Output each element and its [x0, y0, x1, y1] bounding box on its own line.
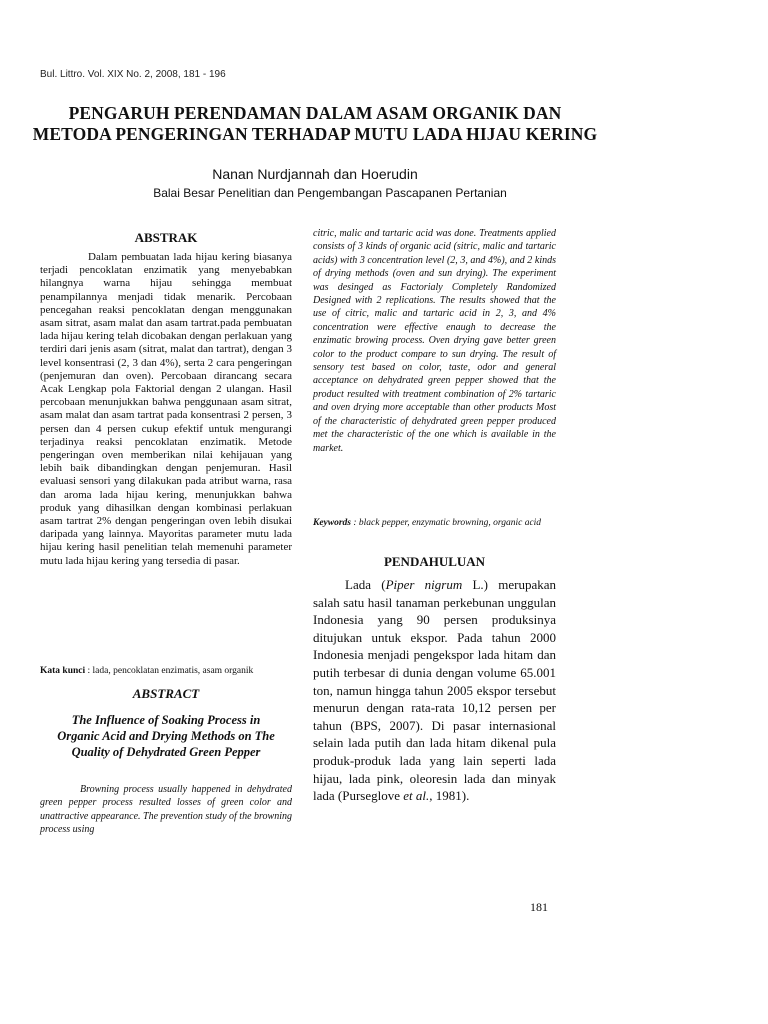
keywords-label: Keywords [313, 518, 351, 528]
keywords-text: : black pepper, enzymatic browning, organic acid [351, 518, 542, 528]
intro-body [313, 576, 556, 805]
kata-kunci-text: : lada, pencoklatan enzimatis, asam organik [85, 666, 254, 676]
abstract-body-left [40, 783, 292, 837]
affiliation: Balai Besar Penelitian dan Pengembangan Pascapanen Pertanian [153, 186, 507, 200]
abstract-heading: ABSTRACT [132, 686, 200, 701]
intro-paragraph [313, 576, 556, 805]
intro-text-after: L.) merupakan salah satu hasil tanaman perkebunan unggulan Indonesia yang 90 persen produksinya ditujukan untuk ekspor. Pada tahun 2000 Indonesia menjadi pengekspor lada hitam dan putih terbesar di dunia dengan volume 65.001 ton, namun hingga tahun 2005 ekspor tersebut menurun dengan rata-rata 10,12 persen per tahun (BPS, 2007). Di pasar internasional selain lada putih dan lada hitam dikenal pula produk-produk lada yang lain seperti lada hijau, lada pink, oleoresin lada dan minyak lada (Purseglove [313, 577, 556, 804]
keywords [313, 517, 556, 529]
page-number: 181 [530, 900, 548, 914]
abstract-body-right: citric, malic and tartaric acid was done. Treatments applied consists of 3 kinds of organic acid (sitric, malic and tartaric acids) with 3 concentration level (2, 3, and 4%), and 2 kinds of drying methods (oven and sun drying). The experiment was desinged as Factorialy Completely Randomized Designed with 2 replications. The results showed that the use of citric, malic and tartaric acid in 2, 3, and 4% concentration were effective enaugh to decrease the enzimatic browing process. Oven drying gave better green color to the product compare to sun drying. The result of sensory test based on color, taste, odor and general acceptance on dehydrated green pepper showed that the product resulted with treatment combination of 2% tartaric and oven drying more acceptable than other products Most of the characteristic of dehydrated green pepper produced met the characteristic of the one which is available in the market. [313, 228, 556, 454]
abstract-text-left: Browning process usually happened in dehydrated green pepper process resulted losses of green color and unattractive appearance. The prevention study of the browning process using [40, 784, 292, 836]
abstrak-heading: ABSTRAK [134, 230, 198, 245]
journal-reference: Bul. Littro. Vol. XIX No. 2, 2008, 181 - 196 [40, 69, 226, 80]
kata-kunci-label: Kata kunci [40, 666, 86, 676]
intro-text-end: , 1981). [429, 788, 470, 804]
species-name: Piper nigrum [385, 577, 463, 592]
authors: Nanan Nurdjannah dan Hoerudin [212, 166, 418, 182]
abstrak-body [40, 251, 292, 568]
intro-text-before: Lada ( [345, 577, 386, 592]
pendahuluan-heading: PENDAHULUAN [383, 554, 486, 569]
kata-kunci [40, 665, 292, 677]
abstrak-text: Dalam pembuatan lada hijau kering biasanya terjadi pencoklatan enzimatik yang menyebabkan hilangnya warna hijau sehingga membuat penampilannya menjadi tidak menarik. Percobaan pencegahan reaksi pencoklatan dengan menggunakan asam sitrat, asam malat dan asam tartrat.pada pembuatan lada hijau kering telah dicobakan dengan perlakuan yang terdiri dari jenis asam (sitrat, malat dan tartrat), dengan 3 level konsentrasi (2, 3 dan 4%), serta 2 cara pengeringan (penjemuran dan oven). Percobaan dirancang secara Acak Lengkap pola Faktorial dengan 2 ulangan. Hasil percobaan menunjukkan bahwa penggunaan asam sitrat, asam malat dan asam tartrat pada konsentrasi 2 persen, 3 persen dan 4 persen cukup efektif untuk mengurangi terjadinya reaksi pencoklatan enzimatik. Metode pengeringan oven memberikan nilai kehijauan yang lebih baik dibandingkan dengan penjemuran. Hasil evaluasi sensori yang dilakukan pada atribut warna, rasa dan aroma lada hijau kering, menunjukkan bahwa produk yang dihasilkan dengan kombinasi perlakuan asam tartrat 2% dengan pengeringan oven lebih disukai daripada yang lainnya. Mayoritas parameter mutu lada hijau kering hasil penelitian telah memenuhi parameter mutu lada hijau kering yang tersedia di pasar. [40, 251, 292, 567]
et-al: et al. [403, 788, 430, 804]
english-title: The Influence of Soaking Process in Organic Acid and Drying Methods on The Quality of Dehydrated Green Pepper [57, 713, 275, 759]
paper-title: PENGARUH PERENDAMAN DALAM ASAM ORGANIK DAN METODA PENGERINGAN TERHADAP MUTU LADA HIJAU KERING [32, 103, 598, 144]
